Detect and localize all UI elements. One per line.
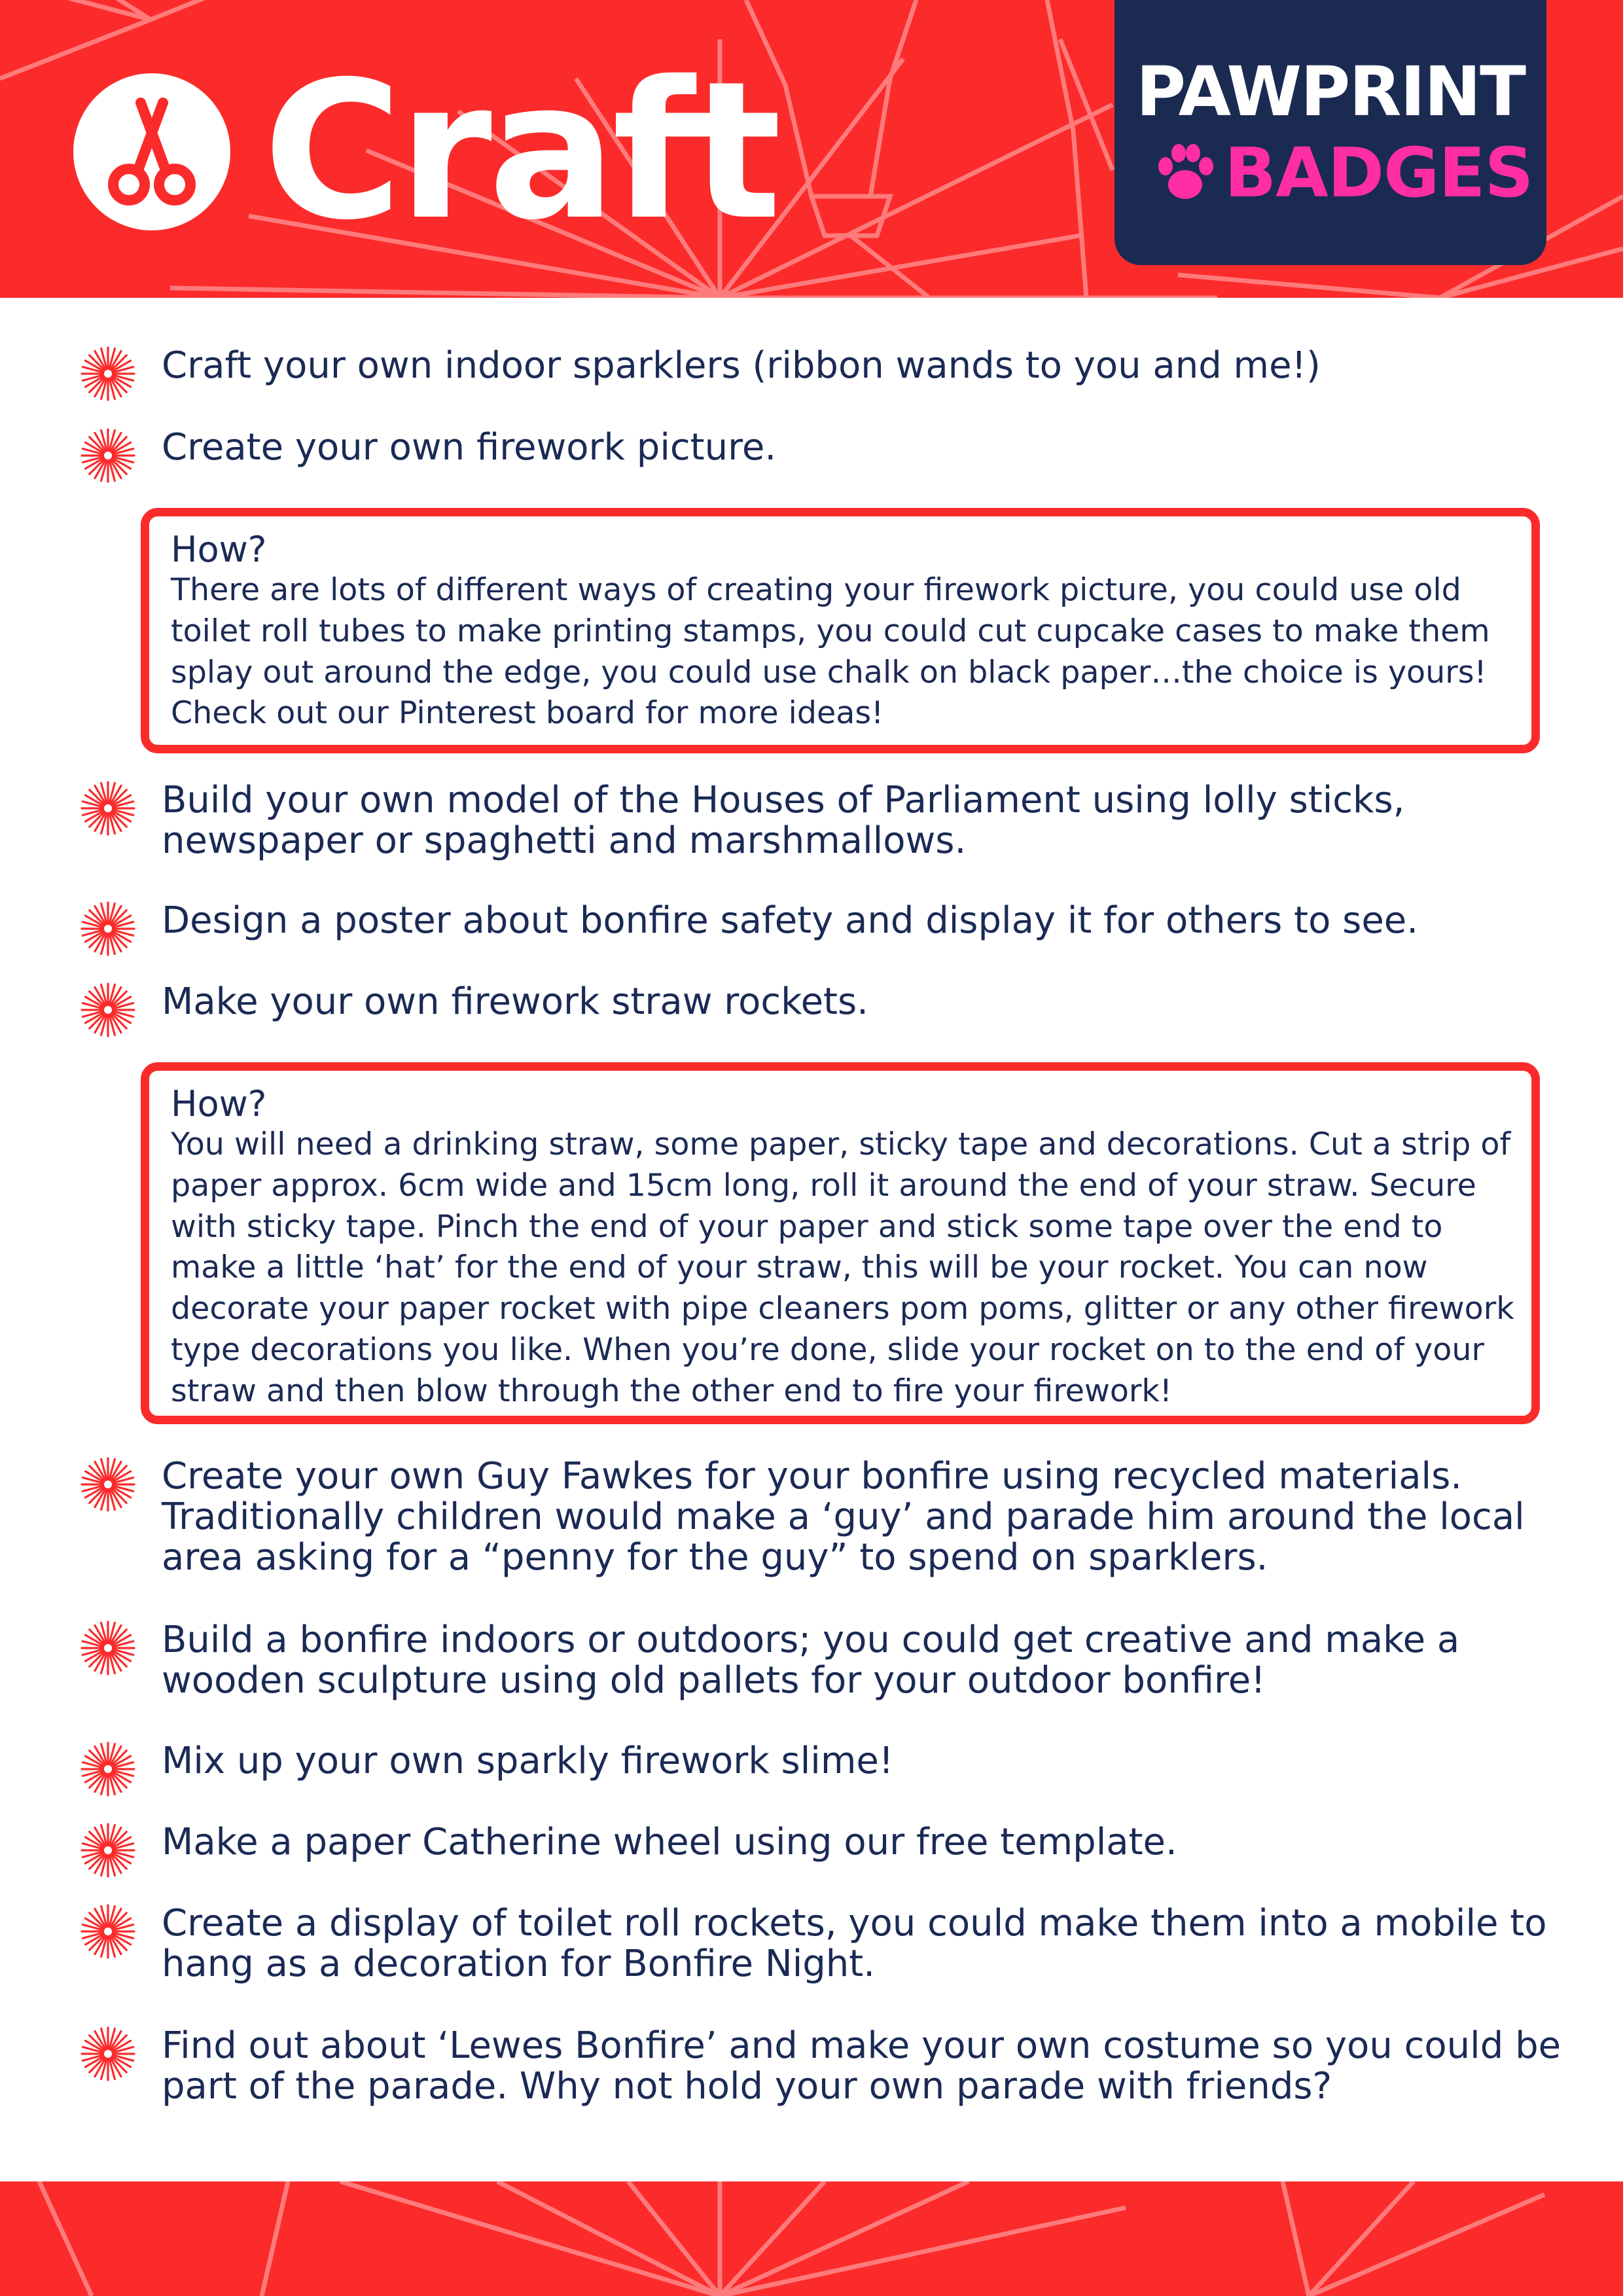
firework-burst-icon xyxy=(80,1822,136,1878)
paw-print-icon xyxy=(1152,140,1218,206)
brand-name-bottom-group xyxy=(1152,133,1533,213)
list-item-text: Make your own firework straw rockets. xyxy=(162,980,868,1023)
firework-burst-icon xyxy=(80,2026,136,2082)
how-box-title: How? xyxy=(171,1083,267,1124)
page-title: Craft xyxy=(263,41,778,262)
scissors-icon xyxy=(73,73,230,230)
brand-name-badges: BADGES xyxy=(1224,133,1533,213)
list-item-text: Make a paper Catherine wheel using our free template. xyxy=(162,1821,1177,1863)
firework-burst-icon xyxy=(80,1741,136,1797)
title-group xyxy=(73,41,778,262)
list-item-text: Create your own Guy Fawkes for your bonfire using recycled materials. Traditionally children would make a ‘guy’ and parade him around the local area asking for a “penny for the guy” to spend on sparklers. xyxy=(162,1455,1525,1579)
firework-burst-icon xyxy=(80,346,136,402)
brand-logo xyxy=(1115,0,1546,265)
list-item-text: Mix up your own sparkly firework slime! xyxy=(162,1740,894,1782)
list-item-text: Build your own model of the Houses of Parliament using lolly sticks, newspaper or spaghetti and marshmallows. xyxy=(162,779,1405,862)
list-item-text: Design a poster about bonfire safety and display it for others to see. xyxy=(162,899,1419,942)
firework-burst-icon xyxy=(80,901,136,957)
how-box xyxy=(141,1062,1540,1424)
list-item-text: Find out about ‘Lewes Bonfire’ and make your own costume so you could be part of the parade. Why not hold your own parade with friends? xyxy=(162,2024,1561,2108)
firework-burst-icon xyxy=(80,1903,136,1960)
list-item-text: Create a display of toilet roll rockets, you could make them into a mobile to hang as a decoration for Bonfire Night. xyxy=(162,1902,1547,1985)
firework-burst-icon xyxy=(80,780,136,836)
firework-pattern-decoration xyxy=(0,2181,1623,2296)
firework-burst-icon xyxy=(80,982,136,1038)
how-box-title: How? xyxy=(171,529,267,570)
header-banner xyxy=(0,0,1623,298)
how-box-body: You will need a drinking straw, some paper, sticky tape and decorations. Cut a strip of paper approx. 6cm wide and 15cm long, roll it around the end of your straw. Secure with sticky tape. Pinch the end of your paper and stick some tape over the end to make a little ‘hat’ for the end of your straw, this will be your rocket. You can now decorate your paper rocket with pipe cleaners pom poms, glitter or any other firework type decorations you like. When you’re done, slide your rocket on to the end of your straw and then blow through the other end to fire your firework! xyxy=(171,1126,1514,1409)
list-item-text: Create your own firework picture. xyxy=(162,426,777,469)
firework-burst-icon xyxy=(80,1620,136,1676)
list-item-text: Craft your own indoor sparklers (ribbon wands to you and me!) xyxy=(162,344,1321,387)
firework-burst-icon xyxy=(80,427,136,484)
brand-name-top: PAWPRINT xyxy=(1135,52,1525,132)
how-box xyxy=(141,508,1540,753)
list-item-text: Build a bonfire indoors or outdoors; you could get creative and make a wooden sculpture using old pallets for your outdoor bonfire! xyxy=(162,1619,1460,1702)
firework-burst-icon xyxy=(80,1456,136,1513)
footer-banner xyxy=(0,2181,1623,2296)
how-box-body: There are lots of different ways of creating your firework picture, you could use old toilet roll tubes to make printing stamps, you could cut cupcake cases to make them splay out around the edge, you could use chalk on black paper…the choice is yours! Check out our Pinterest board for more ideas! xyxy=(171,572,1490,732)
